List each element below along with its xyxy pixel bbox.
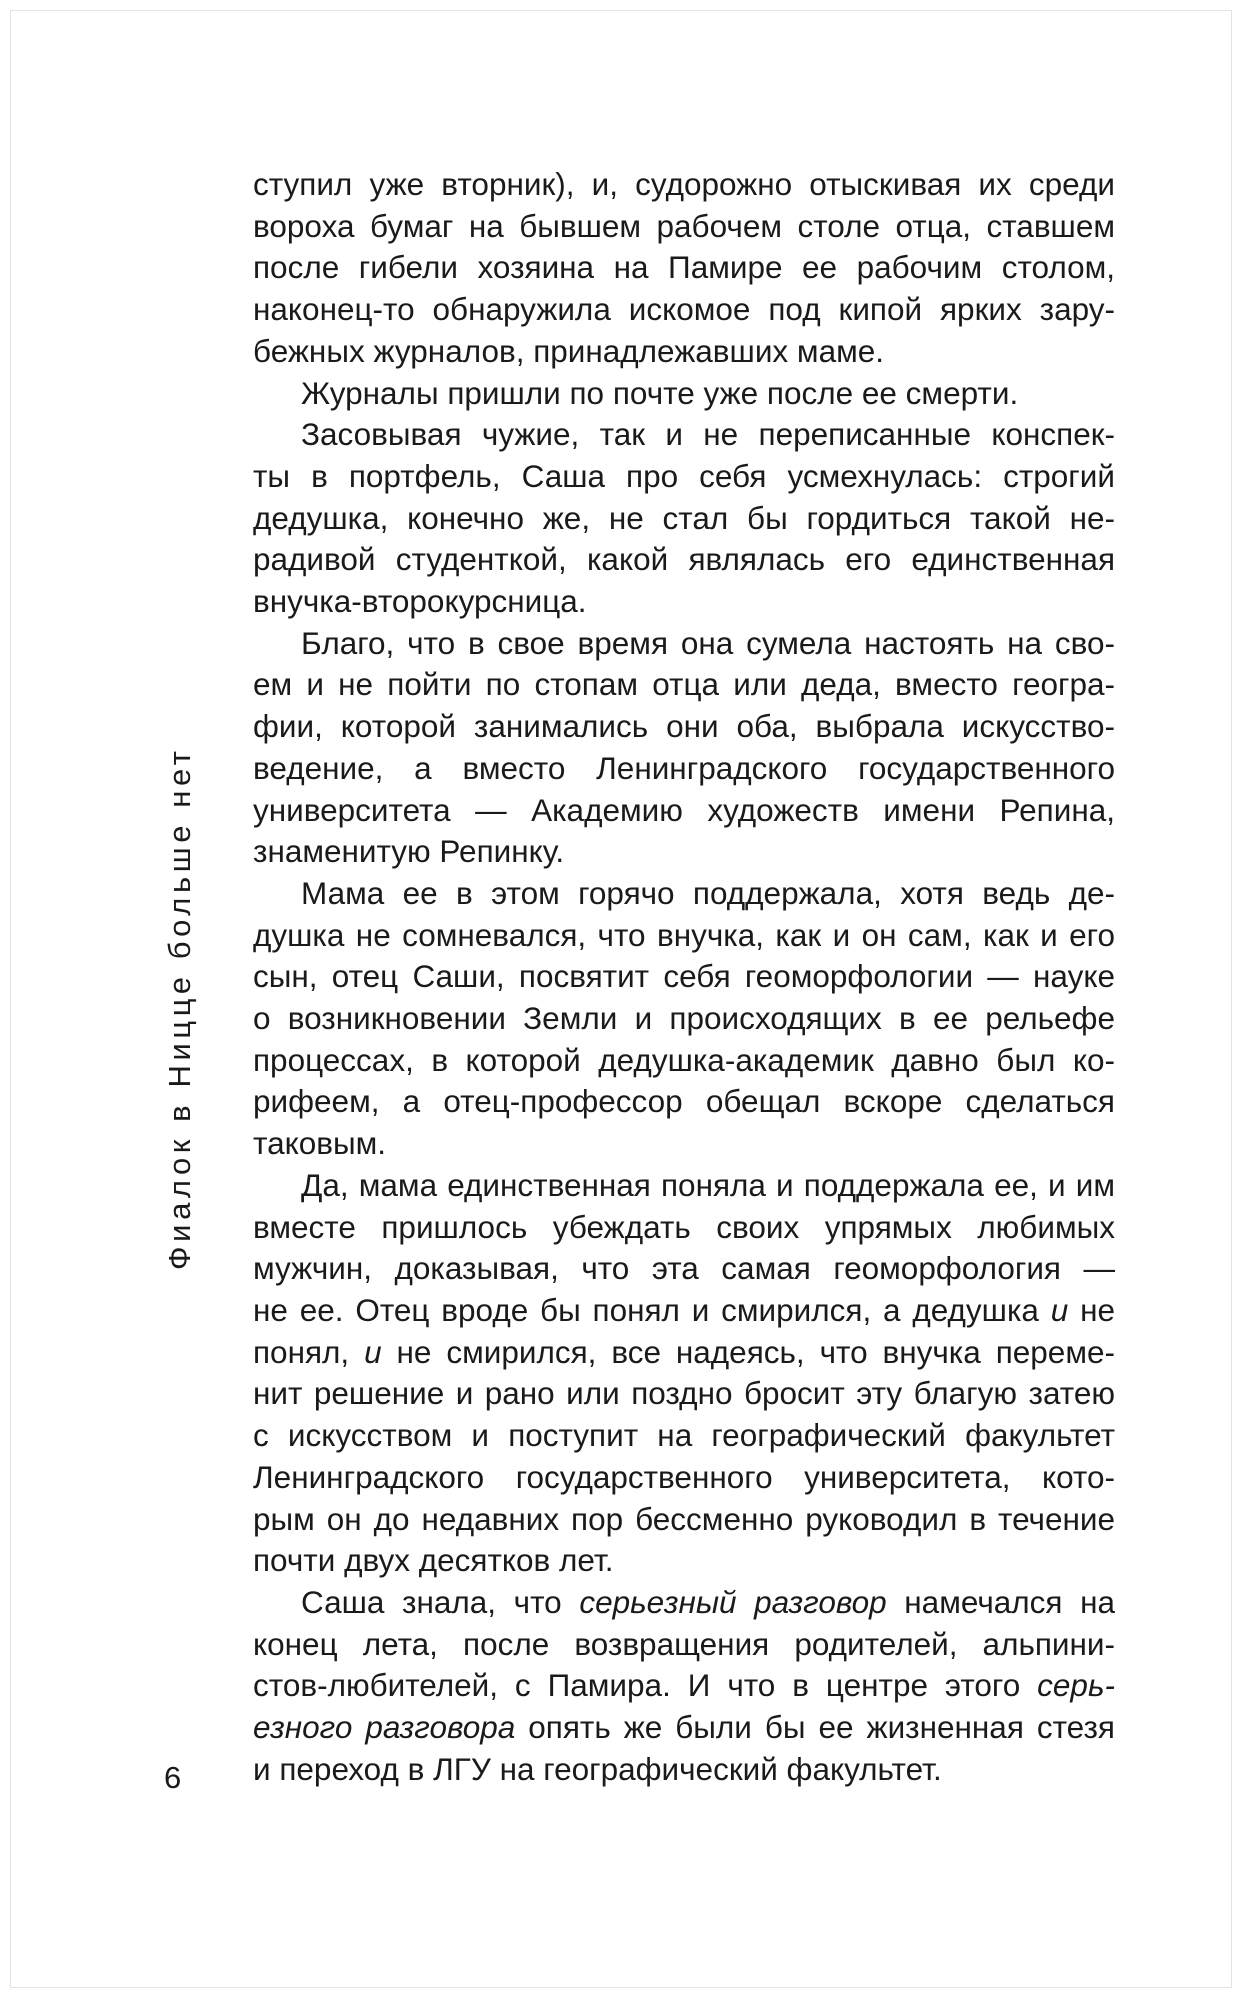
- text-line: таковым.: [253, 1125, 387, 1162]
- page-number: 6: [164, 1760, 182, 1795]
- text-line: радивой студенткой, какой являлась его единственная: [253, 541, 1115, 578]
- text-run: намечался на: [886, 1583, 1115, 1620]
- text-run: понял,: [253, 1333, 365, 1370]
- text-run: стов-любителей, с Памира. И что в центре этого: [253, 1667, 1038, 1704]
- text-line: и переход в ЛГУ на географический факультет.: [253, 1750, 942, 1787]
- text-line: [253, 1332, 1115, 1374]
- text-line: конец лета, после возвращения родителей, альпини-: [253, 1625, 1115, 1662]
- text-run: не смирился, все надеясь, что внучка переме-: [381, 1333, 1115, 1370]
- text-run: Саша знала, что: [301, 1583, 580, 1620]
- text-line: после гибели хозяина на Памире ее рабочим столом,: [253, 249, 1115, 286]
- text-line: наконец-то обнаружила искомое под кипой ярких зару-: [253, 291, 1115, 328]
- text-line: сын, отец Саши, посвятит себя геоморфологии — науке: [253, 958, 1115, 995]
- text-line: вместе пришлось убеждать своих упрямых любимых: [253, 1208, 1115, 1245]
- text-line: Мама ее в этом горячо поддержала, хотя ведь де-: [301, 874, 1115, 911]
- text-line: ты в портфель, Саша про себя усмехнулась: строгий: [253, 457, 1115, 494]
- text-line: почти двух десятков лет.: [253, 1542, 614, 1579]
- text-line: знаменитую Репинку.: [253, 833, 565, 870]
- text-run: опять же были бы ее жизненная стезя: [515, 1709, 1115, 1746]
- text-line: вороха бумаг на бывшем рабочем столе отца, ставшем: [253, 207, 1115, 244]
- text-line: фии, которой занимались они оба, выбрала искусство-: [253, 708, 1115, 745]
- text-line: Засовывая чужие, так и не переписанные конспек-: [301, 416, 1115, 453]
- text-line: ем и не пойти по стопам отца или деда, вместо геогра-: [253, 666, 1115, 703]
- text-line: рифеем, а отец-профессор обещал вскоре сделаться: [253, 1083, 1115, 1120]
- text-line: [253, 1707, 1115, 1749]
- text-line: нит решение и рано или поздно бросит эту благую затею: [253, 1375, 1115, 1412]
- text-line: ступил уже вторник), и, судорожно отыскивая их среди: [253, 166, 1115, 202]
- text-line: мужчин, доказывая, что эта самая геоморфология —: [253, 1250, 1115, 1287]
- text-line: внучка-второкурсница.: [253, 583, 587, 620]
- body-text: [253, 164, 1115, 1790]
- text-line: университета — Академию художеств имени Репина,: [253, 791, 1115, 828]
- italic-run: и: [364, 1333, 382, 1370]
- text-line: душка не сомневался, что внучка, как и он сам, как и его: [253, 916, 1115, 953]
- text-line: [253, 1665, 1115, 1707]
- italic-run: и: [1050, 1291, 1069, 1328]
- text-line: рым он до недавних пор бессменно руководил в течение: [253, 1500, 1115, 1537]
- italic-run: серь-: [1037, 1667, 1115, 1704]
- text-line: с искусством и поступит на географический факультет: [253, 1417, 1115, 1454]
- text-run: не ее. Отец вроде бы понял и смирился, а дедушка: [253, 1291, 1051, 1328]
- text-line: дедушка, конечно же, не стал бы гордиться такой не-: [253, 499, 1115, 536]
- running-title: Фиалок в Ницце больше нет: [162, 746, 197, 1270]
- text-line: Да, мама единственная поняла и поддержала ее, и им: [301, 1166, 1115, 1203]
- text-run: не: [1068, 1291, 1116, 1328]
- text-line: Благо, что в свое время она сумела настоять на сво-: [301, 624, 1115, 661]
- text-line: процессах, в которой дедушка-академик давно был ко-: [253, 1041, 1115, 1078]
- text-line: [253, 1582, 1115, 1624]
- text-line: Журналы пришли по почте уже после ее смерти.: [301, 374, 1019, 411]
- text-line: Ленинградского государственного университета, кото-: [253, 1458, 1115, 1495]
- text-line: бежных журналов, принадлежавших маме.: [253, 332, 885, 369]
- text-line: о возникновении Земли и происходящих в ее рельефе: [253, 1000, 1115, 1037]
- italic-run: серьезный разговор: [579, 1583, 887, 1620]
- text-line: [253, 1290, 1115, 1332]
- italic-run: езного разговора: [253, 1709, 516, 1746]
- text-line: ведение, а вместо Ленинградского государственного: [253, 749, 1115, 786]
